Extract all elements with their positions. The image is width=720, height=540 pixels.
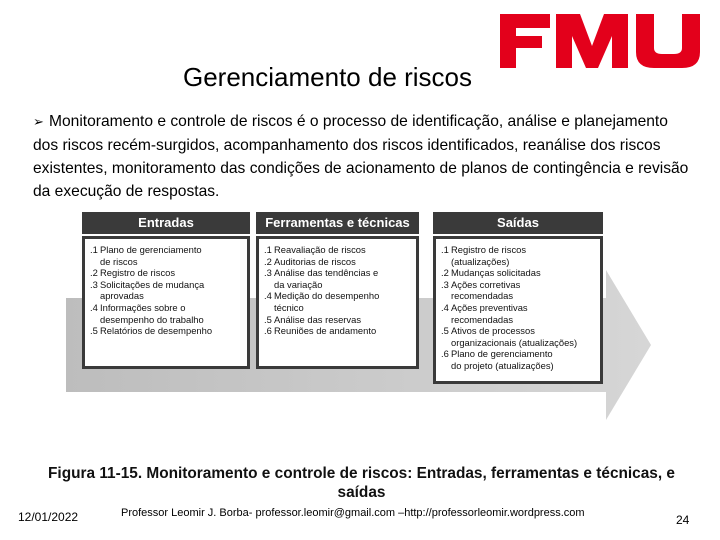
figure-caption <box>9 464 714 502</box>
list-item: .4 Ações preventivas recomendadas <box>441 301 528 325</box>
figure-caption-line: Figura 11-15. Monitoramento e controle de riscos: Entradas, ferramentas e técnicas, e <box>48 465 675 482</box>
column-box <box>82 236 250 369</box>
list-item: .5 Relatórios de desempenho <box>90 325 213 337</box>
column-header: Saídas <box>433 212 603 234</box>
list-item: .3 Análise das tendências e da variação <box>264 267 379 290</box>
list-item: .1 Reavaliação de riscos <box>264 244 366 255</box>
list-item: .2 Registro de riscos <box>90 267 176 279</box>
column-header: Ferramentas e técnicas <box>256 212 419 234</box>
slide-body-text: Monitoramento e controle de riscos é o processo de identificação, análise e planejamento dos riscos recém-surgidos, acompanhamento dos riscos identificados, reanálise dos riscos existentes, monitoramento das condições de acionamento de planos de contingência e revisão da execução de respostas. <box>33 113 689 200</box>
footer-author: Professor Leomir J. Borba- professor.leomir@gmail.com –http://professorleomir.wordpress.com <box>121 507 585 519</box>
column-list <box>90 244 243 337</box>
column-header: Entradas <box>82 212 250 234</box>
column-box <box>256 236 419 369</box>
fmu-logo <box>500 12 708 70</box>
column-list <box>441 244 596 372</box>
list-item: .6 Plano de gerenciamento do projeto (atualizações) <box>441 348 554 371</box>
list-item: .4 Medição do desempenho técnico <box>264 290 380 313</box>
list-item: .2 Auditorias de riscos <box>264 255 356 267</box>
list-item: .3 Ações corretivas recomendadas <box>441 278 521 302</box>
column-list <box>264 244 412 337</box>
list-item: .5 Ativos de processos organizacionais (atualizações) <box>441 325 578 348</box>
list-item: .2 Mudanças solicitadas <box>441 267 541 279</box>
list-item: .4 Informações sobre o desempenho do trabalho <box>90 301 204 325</box>
list-item: .1 Plano de gerenciamento de riscos <box>90 244 202 267</box>
footer-date: 12/01/2022 <box>18 510 79 524</box>
list-item: .6 Reuniões de andamento <box>264 325 377 337</box>
page-number: 24 <box>676 513 690 527</box>
list-item: .3 Solicitações de mudança aprovadas <box>90 278 205 302</box>
slide-title: Gerenciamento de riscos <box>183 62 473 92</box>
bullet-arrow-icon: ➢ <box>33 115 44 130</box>
column-box <box>433 236 603 384</box>
list-item: .5 Análise das reservas <box>264 313 362 325</box>
list-item: .1 Registro de riscos (atualizações) <box>441 244 527 267</box>
slide-body <box>33 110 693 203</box>
figure-caption-line: saídas <box>337 484 386 501</box>
